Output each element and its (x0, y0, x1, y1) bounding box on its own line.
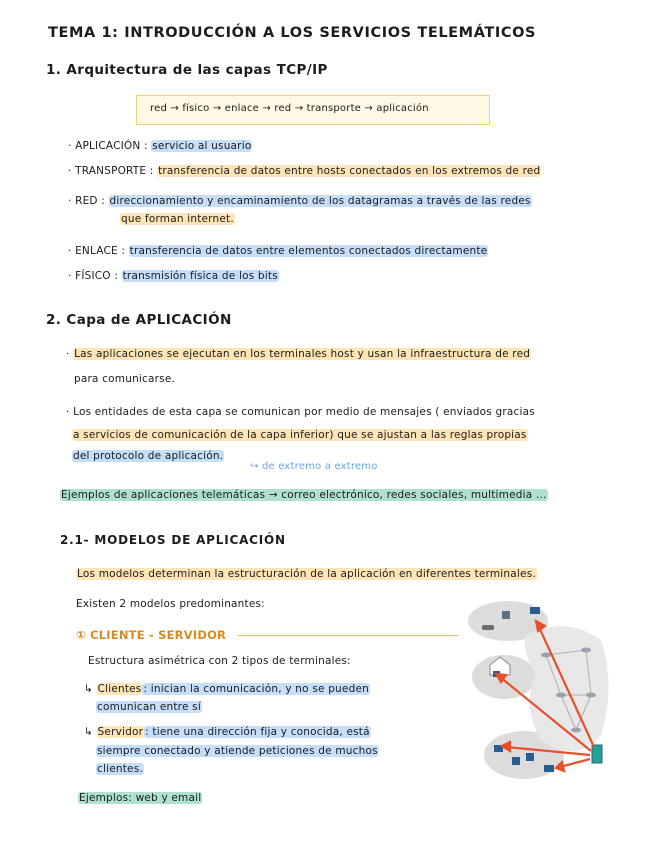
client-pc-top-icon (502, 611, 510, 619)
servidor-line-3: clientes. (97, 763, 143, 775)
client-server-network-diagram (466, 595, 616, 790)
layer-aplicacion: · APLICACIÓN : servicio al usuario (68, 140, 252, 152)
model-title-underline (238, 635, 458, 636)
servidor-line-1: ↳ Servidor : tiene una dirección fija y conocida, está (84, 726, 370, 738)
layer-name: ENLACE (75, 245, 118, 257)
servidor-line-2: siempre conectado y atiende peticiones de muchos (97, 745, 378, 757)
layer-desc: transferencia de datos entre hosts conectados en los extremos de red (158, 165, 541, 177)
models-count: Existen 2 modelos predominantes: (76, 598, 265, 610)
layer-desc: transferencia de datos entre elementos conectados directamente (129, 245, 488, 257)
server-icon (592, 745, 602, 763)
layer-transporte: · TRANSPORTE : transferencia de datos entre hosts conectados en los extremos de red (68, 165, 541, 177)
layer-name: RED (75, 195, 98, 207)
layer-name: TRANSPORTE (75, 165, 147, 177)
layer-name: APLICACIÓN (75, 140, 141, 152)
layer-desc-cont: que forman internet. (121, 213, 234, 225)
model-cliente-servidor: ① CLIENTE - SERVIDOR (76, 628, 227, 642)
bullet-1-line-2: para comunicarse. (74, 373, 176, 385)
client-car-icon (482, 625, 494, 630)
layer-red-line2 (120, 212, 235, 226)
layer-desc: transmisión física de los bits (122, 270, 278, 282)
layer-fisico: · FÍSICO : transmisión física de los bits (68, 270, 278, 282)
client-pc-bottom-a-icon (512, 757, 520, 765)
client-pc-bottom-b-icon (526, 753, 534, 761)
layer-desc: servicio al usuario (152, 140, 252, 152)
examples-line: Ejemplos de aplicaciones telemáticas → correo electrónico, redes sociales, multimedia ... (61, 489, 547, 501)
section-2-1-heading: 2.1- MODELOS DE APLICACIÓN (60, 533, 286, 547)
page-title: TEMA 1: INTRODUCCIÓN A LOS SERVICIOS TELEMÁTICOS (48, 25, 537, 41)
bullet-2-line-1: · Los entidades de esta capa se comunican por medio de mensajes ( enviados gracias (66, 406, 535, 418)
layer-name: FÍSICO (75, 270, 111, 282)
section-2-heading: 2. Capa de APLICACIÓN (46, 312, 232, 328)
tcp-ip-stack-text: red → físico → enlace → red → transporte → aplicación (150, 103, 429, 114)
layer-red: · RED : direccionamiento y encaminamiento de los datagramas a través de las redes (68, 195, 531, 207)
clientes-line-1: ↳ Clientes : inician la comunicación, y no se pueden (84, 683, 369, 695)
clientes-line-2: comunican entre sí (97, 701, 201, 713)
client-laptop-top-icon (530, 607, 540, 614)
layer-desc: direccionamiento y encaminamiento de los datagramas a través de las redes (109, 195, 531, 207)
client-laptop-bottom-right-icon (544, 765, 554, 772)
bullet-2-line-3: del protocolo de aplicación. (73, 450, 224, 462)
examples-web-email: Ejemplos: web y email (79, 792, 202, 804)
end-to-end-note: ↪ de extremo a extremo (250, 461, 378, 472)
layer-enlace: · ENLACE : transferencia de datos entre elementos conectados directamente (68, 245, 488, 257)
bullet-2-line-2: a servicios de comunicación de la capa inferior) que se ajustan a las reglas propias (73, 429, 527, 441)
models-intro: Los modelos determinan la estructuración de la aplicación en diferentes terminales. (77, 568, 536, 580)
bullet-1-line-1: · Las aplicaciones se ejecutan en los terminales host y usan la infraestructura de red (66, 348, 531, 360)
section-1-heading: 1. Arquitectura de las capas TCP/IP (46, 62, 328, 78)
structure-line: Estructura asimétrica con 2 tipos de terminales: (88, 655, 351, 667)
